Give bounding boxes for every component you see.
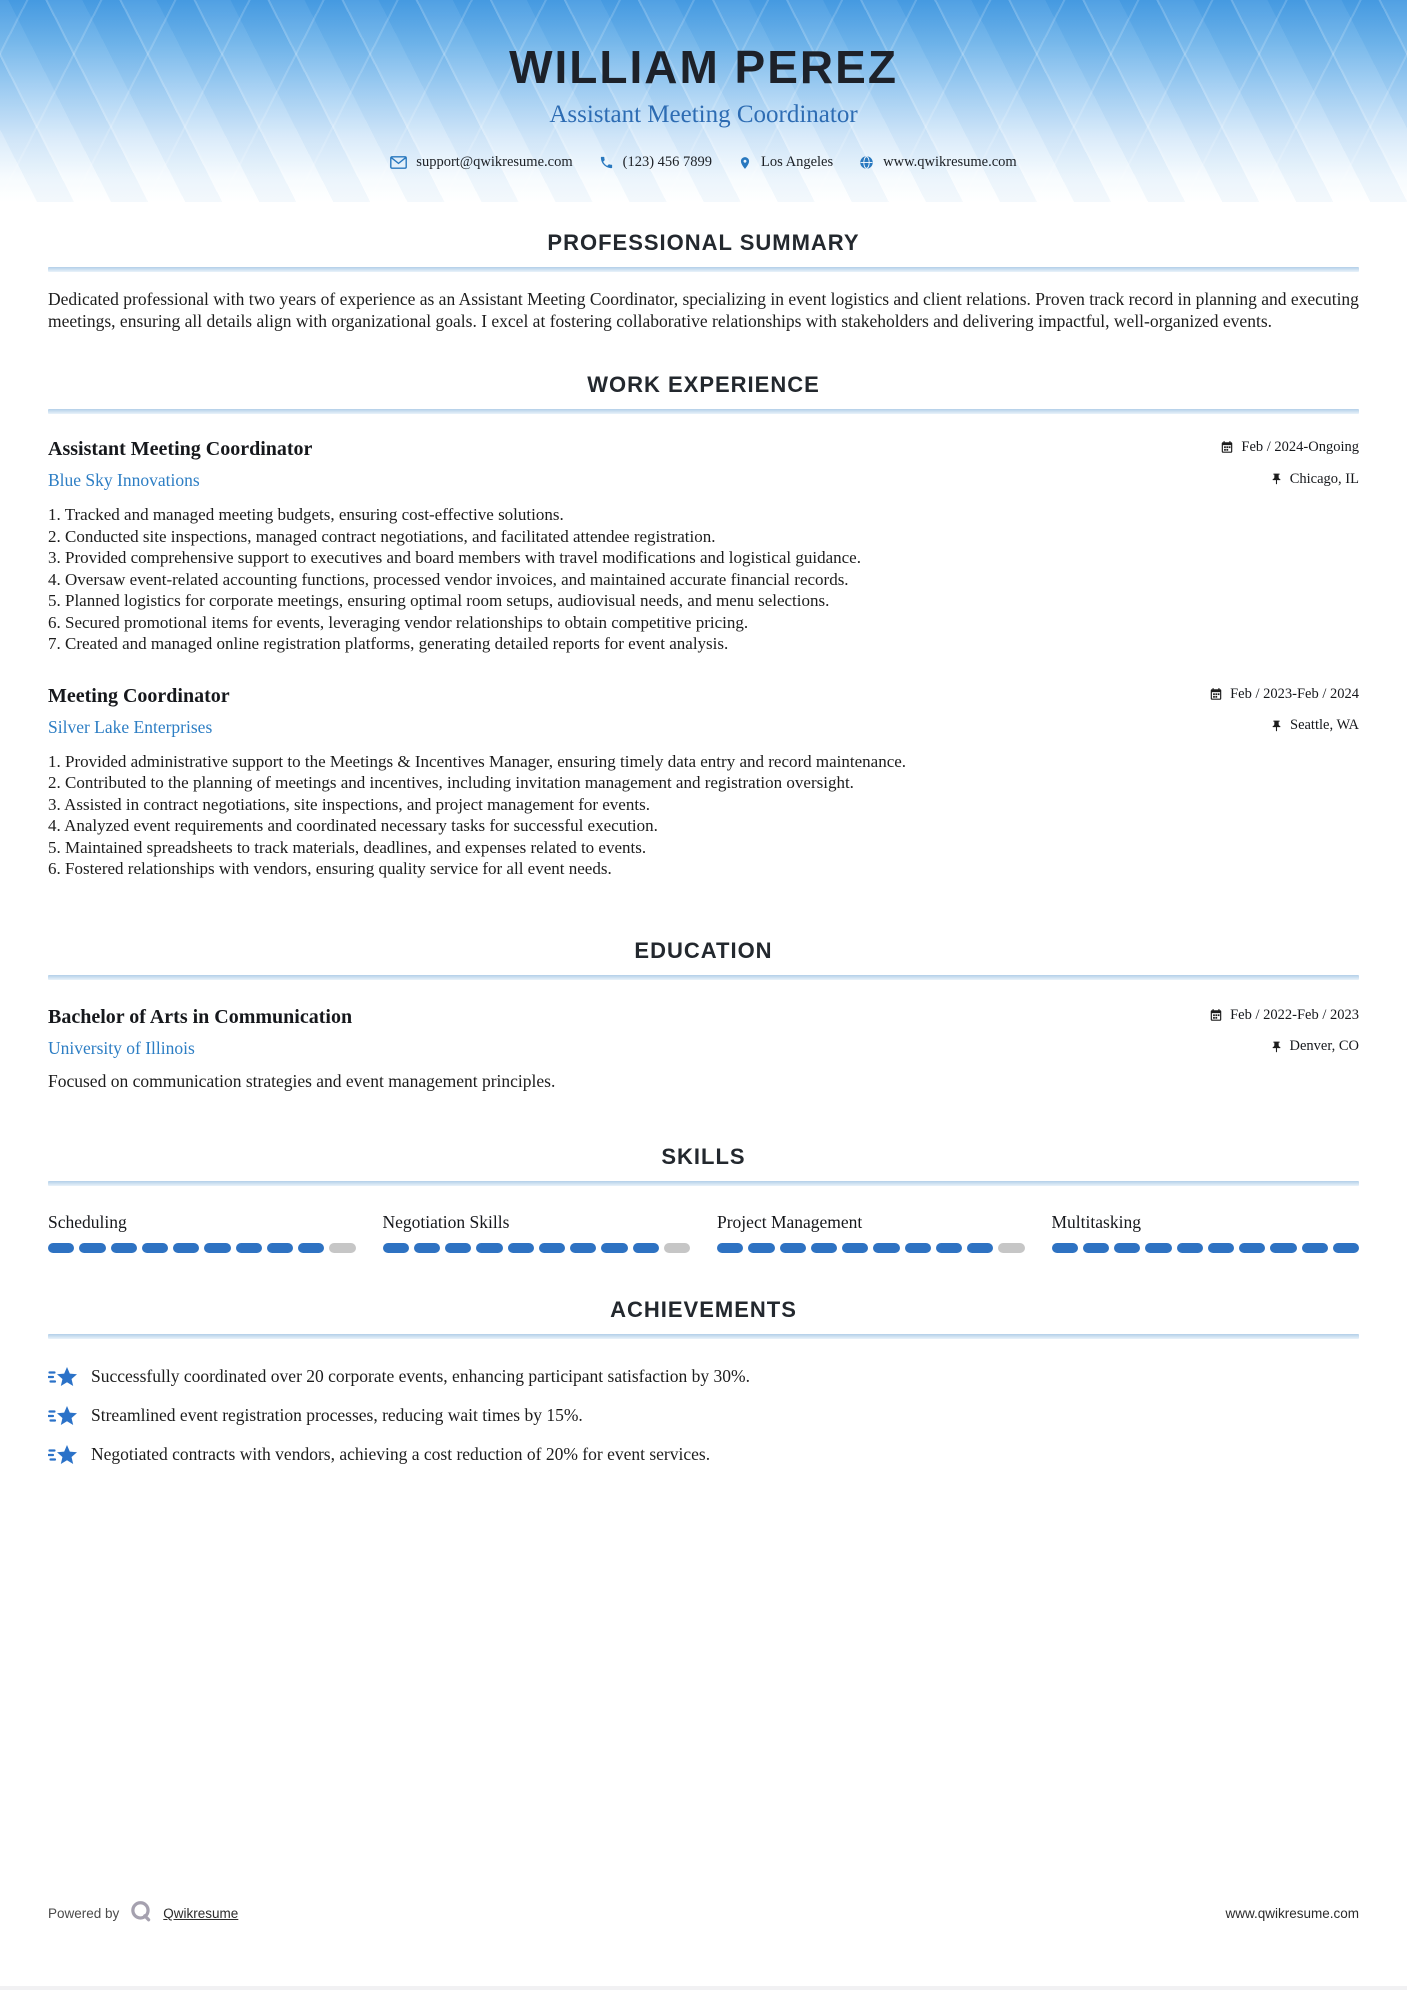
- achievements-heading: ACHIEVEMENTS: [610, 1296, 797, 1322]
- education-location: [1270, 1038, 1359, 1055]
- contact-email-text: support@qwikresume.com: [416, 154, 573, 170]
- powered-by: [48, 1899, 238, 1928]
- skill-segment: [1302, 1243, 1328, 1253]
- contact-website[interactable]: [859, 154, 1017, 171]
- skill-segment: [383, 1243, 409, 1253]
- job-company: Silver Lake Enterprises: [48, 716, 213, 737]
- job-bullet: Created and managed online registration platforms, generating detailed reports for event analysis.: [65, 634, 729, 654]
- skill-segment: [811, 1243, 837, 1253]
- section-divider: [48, 409, 1359, 414]
- skill-segment: [873, 1243, 899, 1253]
- section-skills: [48, 1144, 1359, 1253]
- skill-segment: [570, 1243, 596, 1253]
- phone-icon: [599, 155, 614, 170]
- qwikresume-logo-icon: [128, 1899, 154, 1928]
- skill-segment: [748, 1243, 774, 1253]
- skill-segment: [204, 1243, 230, 1253]
- job-location-text: Chicago, IL: [1289, 470, 1359, 487]
- contact-location: [738, 154, 833, 171]
- skill-segment: [1145, 1243, 1171, 1253]
- skill-item: [717, 1212, 1025, 1253]
- skill-segment: [998, 1243, 1024, 1253]
- calendar-icon: [1209, 1008, 1223, 1023]
- job-bullet-list: [48, 751, 1359, 880]
- skills-heading: SKILLS: [661, 1143, 746, 1169]
- skill-segment: [539, 1243, 565, 1253]
- job-location: [1270, 717, 1359, 734]
- skill-segment: [267, 1243, 293, 1253]
- achievement-item: [48, 1443, 1359, 1467]
- job-bullet: Fostered relationships with vendors, ensuring quality service for all event needs.: [65, 859, 612, 879]
- contact-email[interactable]: [390, 154, 572, 171]
- skill-segment: [329, 1243, 355, 1253]
- calendar-icon: [1209, 687, 1223, 702]
- globe-icon: [859, 155, 874, 170]
- job-bullet: Secured promotional items for events, leveraging vendor relationships to obtain competitive pricing.: [65, 612, 749, 632]
- job-bullet: Conducted site inspections, managed contract negotiations, and facilitated attendee registration.: [65, 526, 716, 546]
- job-entry: [48, 685, 1359, 880]
- pushpin-icon: [1270, 719, 1283, 733]
- achievement-text: Streamlined event registration processes, reducing wait times by 15%.: [91, 1405, 583, 1426]
- job-dates: [1220, 439, 1359, 456]
- education-heading: EDUCATION: [634, 937, 773, 963]
- skill-name: Multitasking: [1051, 1211, 1141, 1232]
- skill-segment: [967, 1243, 993, 1253]
- calendar-icon: [1220, 440, 1234, 455]
- resume-header: [0, 0, 1407, 202]
- skill-name: Scheduling: [48, 1211, 127, 1232]
- section-divider: [48, 1181, 1359, 1186]
- resume-body: [0, 230, 1407, 1467]
- section-achievements: [48, 1297, 1359, 1467]
- skill-segment: [936, 1243, 962, 1253]
- skill-name: Negotiation Skills: [382, 1211, 510, 1232]
- pushpin-icon: [1270, 1040, 1283, 1054]
- summary-text: Dedicated professional with two years of experience as an Assistant Meeting Coordinator, specializing in event logistics and client relations. Proven track record in planning and executing meetings, ensuring all details align with organizational goals. I excel at fostering collaborative relationships with stakeholders and delivering impactful, well-organized events.: [48, 289, 1359, 331]
- section-experience: [48, 372, 1359, 880]
- skill-segment: [1114, 1243, 1140, 1253]
- candidate-title: Assistant Meeting Coordinator: [549, 101, 858, 128]
- job-location-text: Seattle, WA: [1290, 717, 1359, 734]
- achievement-text: Negotiated contracts with vendors, achieving a cost reduction of 20% for event services.: [91, 1444, 711, 1465]
- skill-segment: [1333, 1243, 1359, 1253]
- skill-segment: [173, 1243, 199, 1253]
- skill-segment: [601, 1243, 627, 1253]
- skill-segment: [842, 1243, 868, 1253]
- skill-name: Project Management: [717, 1211, 863, 1232]
- skill-bar: [1052, 1243, 1360, 1253]
- experience-heading: WORK EXPERIENCE: [587, 372, 820, 398]
- contact-location-text: Los Angeles: [761, 154, 834, 170]
- job-bullet: Provided comprehensive support to executives and board members with travel modifications and logistical guidance.: [65, 548, 861, 568]
- summary-heading: PROFESSIONAL SUMMARY: [547, 230, 860, 255]
- education-entry: [48, 1006, 1359, 1092]
- contact-phone[interactable]: [599, 154, 712, 171]
- section-divider: [48, 975, 1359, 980]
- job-bullet: Tracked and managed meeting budgets, ensuring cost-effective solutions.: [64, 505, 564, 525]
- section-divider: [48, 267, 1359, 272]
- powered-by-label: Powered by: [48, 1906, 120, 1921]
- job-dates: [1209, 686, 1359, 703]
- education-dates: [1209, 1007, 1359, 1024]
- skill-segment: [1270, 1243, 1296, 1253]
- job-bullet: Planned logistics for corporate meetings, ensuring optimal room setups, audiovisual needs, and menu selections.: [65, 591, 830, 611]
- job-entry: [48, 438, 1359, 655]
- footer-website: www.qwikresume.com: [1225, 1906, 1359, 1921]
- contact-website-text: www.qwikresume.com: [883, 154, 1017, 170]
- job-bullet: Assisted in contract negotiations, site inspections, and project management for events.: [64, 794, 650, 814]
- shooting-star-icon: [48, 1365, 78, 1389]
- section-education: [48, 938, 1359, 1092]
- job-company: Blue Sky Innovations: [48, 470, 200, 491]
- achievements-list: [48, 1365, 1359, 1467]
- degree-title: Bachelor of Arts in Communication: [48, 1005, 353, 1028]
- achievement-item: [48, 1365, 1359, 1389]
- job-title: Meeting Coordinator: [48, 684, 230, 707]
- job-location: [1270, 471, 1359, 488]
- section-summary: [48, 230, 1359, 332]
- job-dates-text: Feb / 2024-Ongoing: [1241, 439, 1359, 456]
- skill-bar: [717, 1243, 1025, 1253]
- skill-segment: [142, 1243, 168, 1253]
- job-bullet: Provided administrative support to the Meetings & Incentives Manager, ensuring timely data entry and record maintenance.: [65, 751, 907, 771]
- skill-bar: [383, 1243, 691, 1253]
- skill-segment: [1083, 1243, 1109, 1253]
- skill-bar: [48, 1243, 356, 1253]
- skill-segment: [445, 1243, 471, 1253]
- pushpin-icon: [1270, 472, 1283, 486]
- skill-segment: [1208, 1243, 1234, 1253]
- map-pin-icon: [738, 155, 752, 171]
- skills-grid: [48, 1212, 1359, 1253]
- shooting-star-icon: [48, 1404, 78, 1428]
- contact-phone-text: (123) 456 7899: [622, 154, 713, 170]
- job-dates-text: Feb / 2023-Feb / 2024: [1230, 685, 1359, 702]
- qwikresume-link[interactable]: Qwikresume: [163, 1906, 239, 1921]
- skill-segment: [1177, 1243, 1203, 1253]
- skill-segment: [508, 1243, 534, 1253]
- email-icon: [390, 156, 407, 169]
- shooting-star-icon: [48, 1443, 78, 1467]
- skill-item: [48, 1212, 356, 1253]
- job-title: Assistant Meeting Coordinator: [48, 438, 313, 461]
- skill-segment: [780, 1243, 806, 1253]
- education-dates-text: Feb / 2022-Feb / 2023: [1230, 1006, 1359, 1023]
- skill-segment: [111, 1243, 137, 1253]
- skill-segment: [79, 1243, 105, 1253]
- job-bullet: Contributed to the planning of meetings and incentives, including invitation management and registration oversight.: [65, 773, 854, 793]
- skill-segment: [664, 1243, 690, 1253]
- section-divider: [48, 1334, 1359, 1339]
- skill-segment: [1239, 1243, 1265, 1253]
- job-bullet-list: [48, 504, 1359, 655]
- skill-segment: [48, 1243, 74, 1253]
- page-footer: [48, 1899, 1359, 1928]
- skill-item: [1052, 1212, 1360, 1253]
- skill-segment: [633, 1243, 659, 1253]
- skill-segment: [1052, 1243, 1078, 1253]
- job-bullet: Maintained spreadsheets to track materials, deadlines, and expenses related to events.: [65, 837, 647, 857]
- skill-segment: [717, 1243, 743, 1253]
- candidate-name: WILLIAM PEREZ: [509, 41, 898, 93]
- achievement-text: Successfully coordinated over 20 corporate events, enhancing participant satisfaction by 30%.: [91, 1366, 750, 1387]
- skill-segment: [236, 1243, 262, 1253]
- contact-row: [0, 154, 1407, 171]
- skill-item: [383, 1212, 691, 1253]
- education-location-text: Denver, CO: [1289, 1038, 1359, 1055]
- job-bullet: Analyzed event requirements and coordinated necessary tasks for successful execution.: [64, 816, 658, 836]
- skill-segment: [414, 1243, 440, 1253]
- job-bullet: Oversaw event-related accounting functions, processed vendor invoices, and maintained accurate financial records.: [65, 569, 849, 589]
- education-description: Focused on communication strategies and event management principles.: [48, 1070, 556, 1091]
- skill-segment: [476, 1243, 502, 1253]
- skill-segment: [905, 1243, 931, 1253]
- skill-segment: [298, 1243, 324, 1253]
- school-name: University of Illinois: [48, 1037, 195, 1058]
- achievement-item: [48, 1404, 1359, 1428]
